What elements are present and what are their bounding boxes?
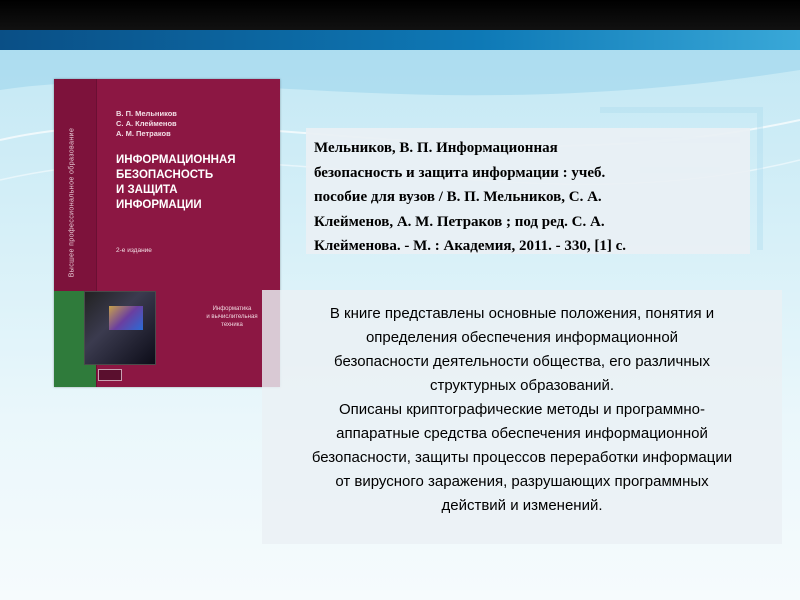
description-line: действий и изменений. [441,497,603,514]
book-series [194,305,270,329]
description-line: структурных образований. [429,377,615,394]
book-cover-picture [84,291,156,365]
publisher-logo [98,369,122,381]
description-line: определения обеспечения информационной [365,329,679,346]
citation-box [306,128,750,254]
top-bar [0,0,800,30]
citation-line: Клейменова. - М. : Академия, 2011. - 330, [1] с. [314,238,627,254]
book-title-line: ИНФОРМАЦИОННАЯ [116,154,236,166]
book-series-line: Информатика [212,306,252,312]
description-line: от вирусного заражения, разрушающих программных [335,473,709,490]
citation-line: Мельников, В. П. Информационная [314,140,558,156]
book-authors [116,109,177,139]
description-line: безопасности деятельности общества, его различных [334,353,710,370]
book-title-line: ИНФОРМАЦИИ [116,199,202,211]
book-cover-image [54,79,280,387]
book-author: В. П. Мельников [116,109,177,118]
description-line: аппаратные средства обеспечения информационной [336,425,708,442]
citation-line: безопасность и защита информации : учеб. [314,164,606,181]
description-line: В книге представлены основные положения, понятия и [329,305,715,322]
description-line: Описаны криптографические методы и программно- [338,401,705,418]
monitor-screen-graphic [109,306,143,330]
description-line: безопасности, защиты процессов переработки информации [311,449,733,466]
book-author: А. М. Петраков [116,129,171,138]
book-series-line: техника [221,322,243,328]
book-author: С. А. Клейменов [116,119,177,128]
citation-text [314,136,744,259]
citation-line: Клейменов, А. М. Петраков ; под ред. С. А. [314,213,605,230]
book-series-line: и вычислительная [206,314,258,320]
description-text [262,302,782,518]
book-title-line: БЕЗОПАСНОСТЬ [116,169,214,181]
book-title [116,153,236,213]
book-title-line: И ЗАЩИТА [116,184,178,196]
book-spine-text: Высшее профессиональное образование [68,127,76,278]
accent-band [0,30,800,50]
citation-line: пособие для вузов / В. П. Мельников, С. А. [314,189,602,205]
description-box [262,290,782,544]
book-edition: 2-е издание [116,247,152,254]
